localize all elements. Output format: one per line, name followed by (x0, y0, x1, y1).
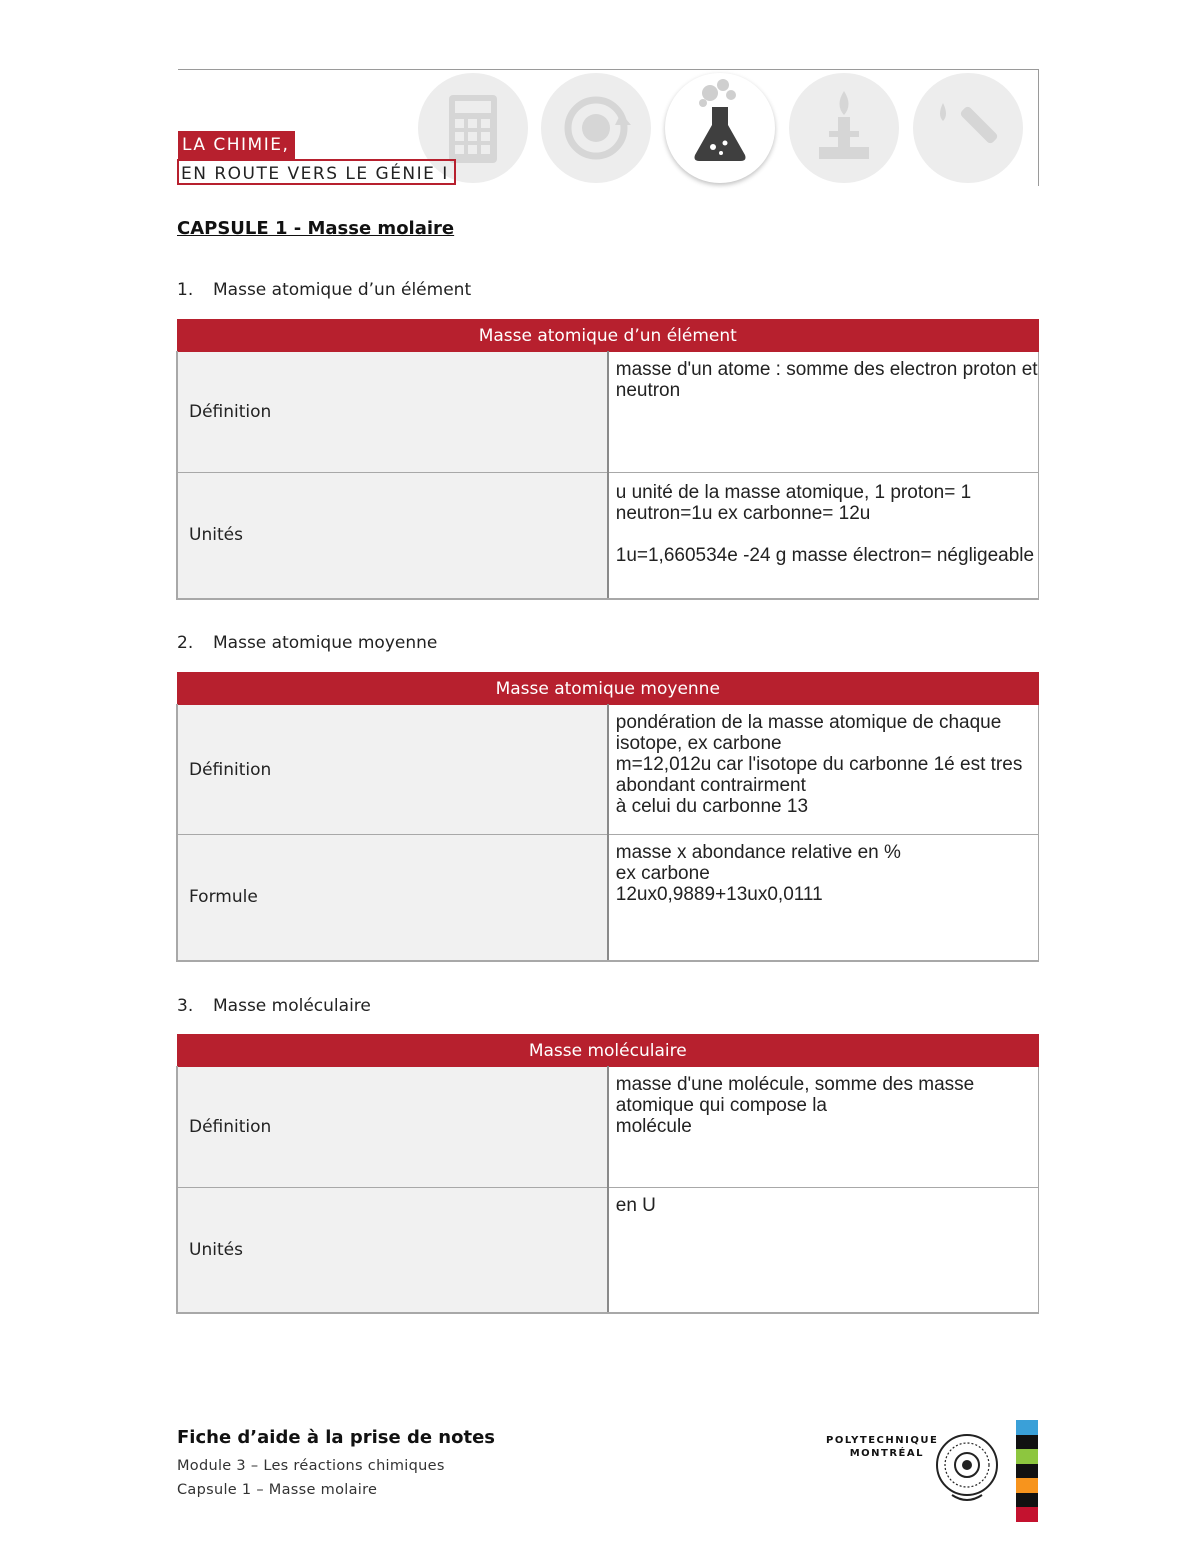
header-title-line1: LA CHIMIE, (178, 131, 295, 159)
table-title: Masse moléculaire (177, 1035, 1039, 1067)
brand-stripe (1016, 1420, 1038, 1435)
row-value: u unité de la masse atomique, 1 proton= 1 neutron=1u ex carbonne= 12u 1u=1,660534e -24 g masse électron= négligeable (608, 473, 1039, 599)
table-row (177, 352, 1039, 473)
row-value: en U (608, 1188, 1039, 1313)
row-label: Définition (177, 705, 608, 835)
row-value: masse d'un atome : somme des electron proton et neutron (608, 352, 1039, 473)
footer-capsule: Capsule 1 – Masse molaire (177, 1482, 378, 1498)
row-value: pondération de la masse atomique de chaque isotope, ex carbone m=12,012u car l'isotope du carbonne 1é est tres abondant contrairment à celui du carbonne 13 (608, 705, 1039, 835)
info-table-1 (176, 319, 1039, 600)
table-row (177, 705, 1039, 835)
row-label: Définition (177, 352, 608, 473)
section-number: 1. (177, 280, 194, 300)
flask-icon (665, 73, 775, 183)
section-heading-text: Masse atomique moyenne (213, 633, 438, 653)
table-title: Masse atomique moyenne (177, 673, 1039, 705)
section-number: 2. (177, 633, 194, 653)
brand-stripe (1016, 1507, 1038, 1522)
info-table-2 (176, 672, 1039, 962)
brand-stripe (1016, 1478, 1038, 1493)
footer-module: Module 3 – Les réactions chimiques (177, 1458, 445, 1474)
section-heading-3 (177, 996, 371, 1016)
row-label: Formule (177, 835, 608, 961)
table-row (177, 1067, 1039, 1188)
info-table-3 (176, 1034, 1039, 1314)
section-heading-2 (177, 633, 437, 653)
logo-line-1: POLYTECHNIQUE (826, 1435, 939, 1446)
table-row (177, 473, 1039, 599)
brand-stripe (1016, 1464, 1038, 1479)
section-heading-text: Masse moléculaire (213, 996, 371, 1016)
table-title: Masse atomique d’un élément (177, 320, 1039, 352)
burner-icon (789, 73, 899, 183)
row-label: Définition (177, 1067, 608, 1188)
polytechnique-seal-icon (934, 1425, 1000, 1511)
polytechnique-logo-text (826, 1434, 939, 1460)
row-value: masse x abondance relative en % ex carbone 12ux0,9889+13ux0,0111 (608, 835, 1039, 961)
section-heading-text: Masse atomique d’un élément (213, 280, 472, 300)
row-label: Unités (177, 1188, 608, 1313)
section-number: 3. (177, 996, 194, 1016)
logo-line-2: MONTRÉAL (849, 1448, 924, 1459)
brand-stripes (1016, 1420, 1038, 1522)
brand-stripe (1016, 1493, 1038, 1508)
cycle-icon (541, 73, 651, 183)
footer-title: Fiche d’aide à la prise de notes (177, 1427, 496, 1448)
brand-stripe (1016, 1449, 1038, 1464)
dropper-icon (913, 73, 1023, 183)
section-heading-1 (177, 280, 471, 300)
header-title-line2: EN ROUTE VERS LE GÉNIE I (177, 159, 456, 185)
row-value: masse d'une molécule, somme des masse atomique qui compose la molécule (608, 1067, 1039, 1188)
table-row (177, 1188, 1039, 1313)
table-row (177, 835, 1039, 961)
capsule-title: CAPSULE 1 - Masse molaire (177, 218, 455, 239)
brand-stripe (1016, 1435, 1038, 1450)
row-label: Unités (177, 473, 608, 599)
